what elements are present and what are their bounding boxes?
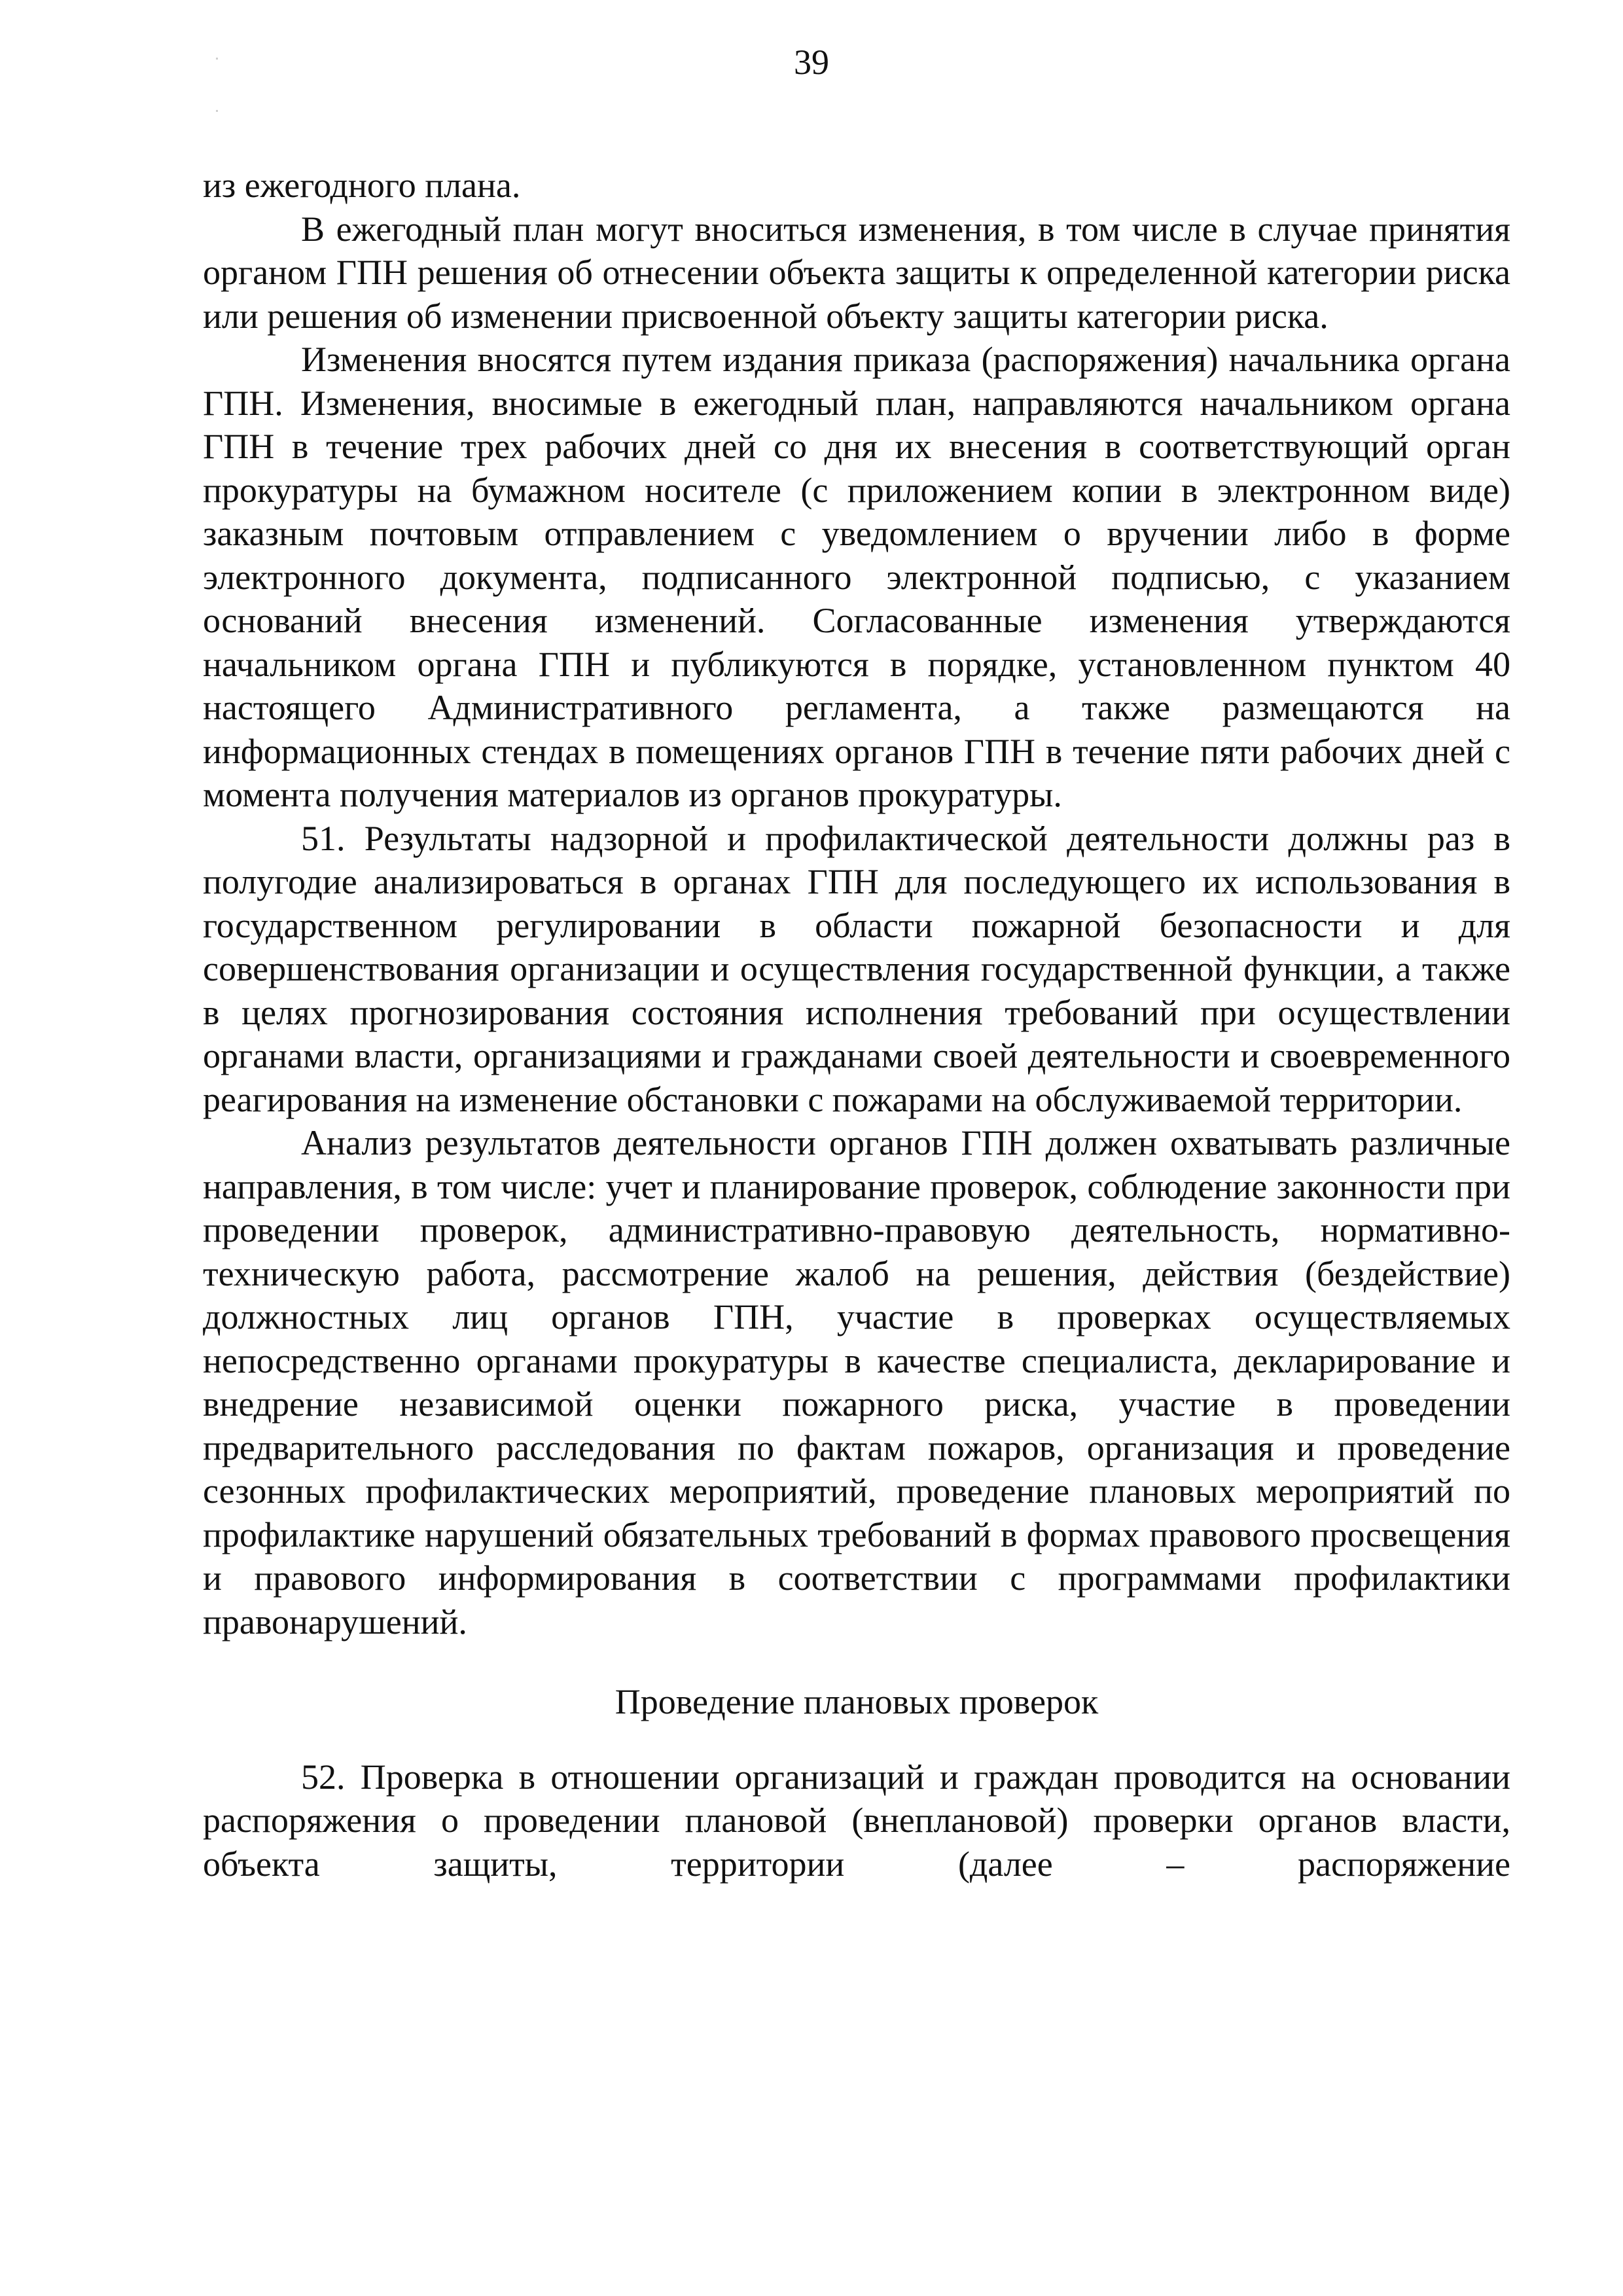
paragraph-analysis-directions: Анализ результатов деятельности органов ГПН должен охватывать различные направления, в том числе: учет и планирование проверок, соблюдение законности при проведении проверок, административно-правовую деятельность, нормативно-техническую работа, рассмотрение жалоб на решения, действия (бездействие) должностных лиц органов ГПН, участие в проверках осуществляемых непосредственно органами прокуратуры в качестве специалиста, декларирование и внедрение независимой оценки пожарного риска, участие в проведении предварительного расследования по фактам пожаров, организация и проведение сезонных профилактических мероприятий, проведение плановых мероприятий по профилактике нарушений обязательных требований в формах правового просвещения и правового информирования в соответствии с программами профилактики правонарушений. [203, 1123, 1510, 1641]
page-number: 39 [794, 43, 829, 82]
paragraph-51-results-analysis: 51. Результаты надзорной и профилактической деятельности должны раз в полугодие анализироваться в органах ГПН для последующего их использования в государственном регулировании в области пожарной безопасности и для совершенствования организации и осуществления государственной функции, а также в целях прогнозирования состояния исполнения требований при осуществлении органами власти, организациями и гражданами своей деятельности и своевременного реагирования на изменение обстановки с пожарами на обслуживаемой территории. [203, 818, 1510, 1119]
section-heading-planned-inspections: Проведение плановых проверок [615, 1682, 1099, 1721]
paragraph-52-inspection-basis: 52. Проверка в отношении организаций и граждан проводится на основании распоряжения о проведении плановой (внеплановой) проверки органов власти, объекта защиты, территории (далее – распоряжение [203, 1757, 1510, 1884]
scan-artifact-dot-mid [216, 110, 218, 112]
paragraph-changes-procedure: Изменения вносятся путем издания приказа (распоряжения) начальника органа ГПН. Изменения, вносимые в ежегодный план, направляются начальником органа ГПН в течение трех рабочих дней со дня их внесения в соответствующий орган прокуратуры на бумажном носителе (с приложением копии в электронном виде) заказным почтовым отправлением с уведомлением о вручении либо в форме электронного документа, подписанного электронной подписью, с указанием оснований внесения изменений. Согласованные изменения утверждаются начальником органа ГПН и публикуются в порядке, установленном пунктом 40 настоящего Административного регламента, а также размещаются на информационных стендах в помещениях органов ГПН в течение пяти рабочих дней с момента получения материалов из органов прокуратуры. [203, 340, 1510, 814]
paragraph-continuation: из ежегодного плана. [203, 166, 521, 205]
document-body [203, 164, 1510, 1886]
paragraph-annual-plan-changes: В ежегодный план могут вноситься изменения, в том числе в случае принятия органом ГПН решения об отнесении объекта защиты к определенной категории риска или решения об изменении присвоенной объекту защиты категории риска. [203, 209, 1510, 336]
